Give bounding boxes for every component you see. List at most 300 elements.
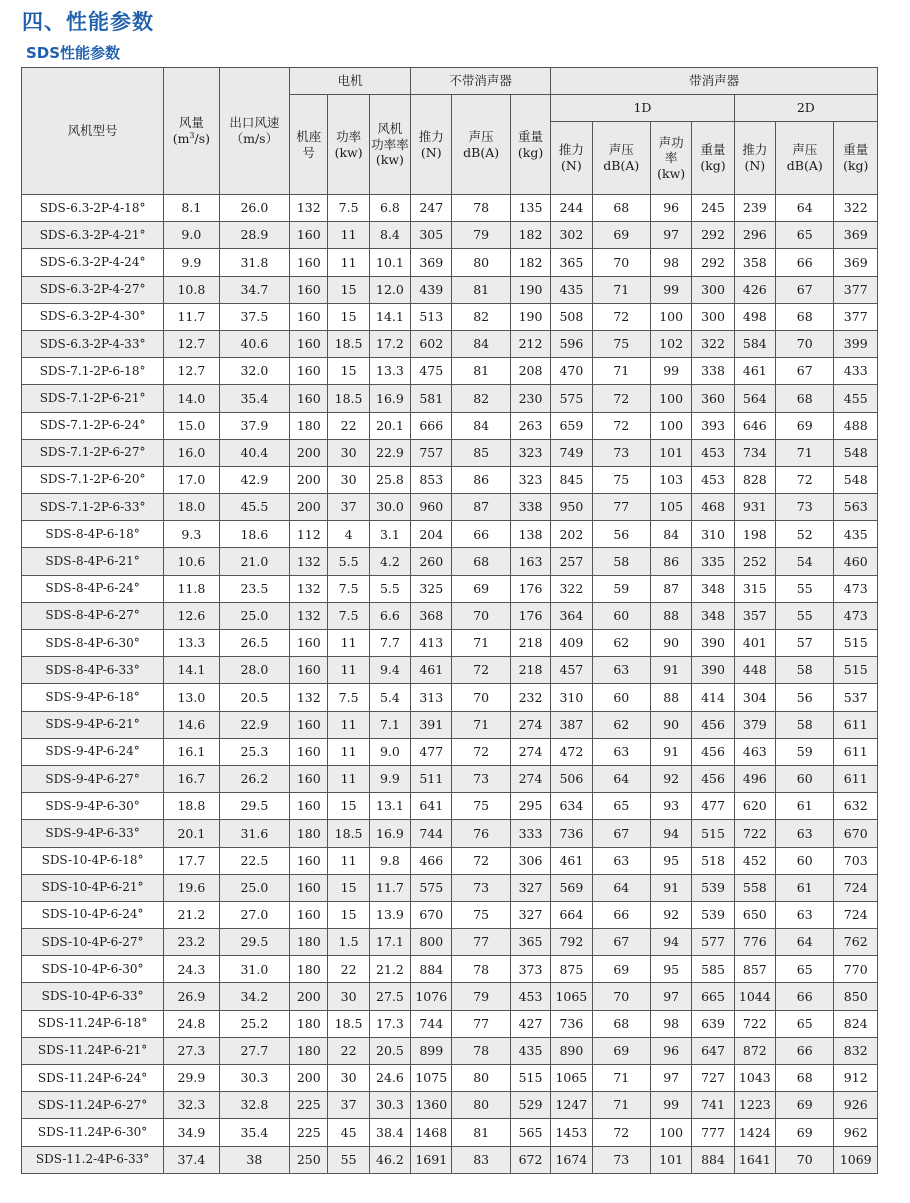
- header-2d: 2D: [734, 95, 877, 122]
- cell-2d-thrust: 498: [734, 303, 775, 330]
- cell-1d-sound-power: 91: [651, 874, 692, 901]
- cell-model: SDS-10-4P-6-27°: [22, 929, 164, 956]
- cell-model: SDS-11.24P-6-24°: [22, 1065, 164, 1092]
- cell-weight: 163: [510, 548, 550, 575]
- cell-weight: 230: [510, 385, 550, 412]
- cell-2d-thrust: 564: [734, 385, 775, 412]
- cell-2d-thrust: 463: [734, 738, 775, 765]
- table-row: [22, 793, 878, 820]
- cell-model: SDS-8-4P-6-30°: [22, 630, 164, 657]
- cell-sound: 72: [452, 847, 510, 874]
- header-with-silencer: 带消声器: [551, 68, 878, 95]
- cell-1d-sound-power: 99: [651, 276, 692, 303]
- cell-airflow: 15.0: [164, 412, 219, 439]
- header-power: 功率 (kw): [328, 95, 369, 195]
- cell-thrust: 325: [411, 575, 452, 602]
- cell-1d-sound-power: 84: [651, 521, 692, 548]
- cell-2d-weight: 473: [834, 602, 878, 629]
- cell-1d-sound-power: 94: [651, 820, 692, 847]
- cell-sound: 77: [452, 1010, 510, 1037]
- cell-airflow: 16.7: [164, 765, 219, 792]
- cell-1d-thrust: 845: [551, 466, 592, 493]
- cell-2d-thrust: 828: [734, 466, 775, 493]
- cell-2d-weight: 611: [834, 711, 878, 738]
- cell-1d-sound: 72: [592, 303, 650, 330]
- cell-1d-sound: 66: [592, 901, 650, 928]
- cell-sound: 84: [452, 330, 510, 357]
- cell-airflow: 29.9: [164, 1065, 219, 1092]
- cell-frame: 132: [290, 602, 328, 629]
- cell-1d-sound-power: 90: [651, 711, 692, 738]
- cell-airflow: 14.6: [164, 711, 219, 738]
- cell-thrust: 368: [411, 602, 452, 629]
- header-1d-weight: 重量 (kg): [692, 122, 734, 195]
- cell-sound: 75: [452, 901, 510, 928]
- cell-1d-thrust: 470: [551, 358, 592, 385]
- cell-power: 7.5: [328, 602, 369, 629]
- cell-model: SDS-9-4P-6-27°: [22, 765, 164, 792]
- cell-weight: 218: [510, 630, 550, 657]
- cell-2d-sound: 59: [776, 738, 834, 765]
- cell-thrust: 413: [411, 630, 452, 657]
- cell-1d-weight: 518: [692, 847, 734, 874]
- cell-2d-thrust: 931: [734, 494, 775, 521]
- header-airflow: 风量 $(m^3/s)$: [164, 68, 219, 195]
- cell-power: 15: [328, 874, 369, 901]
- cell-2d-weight: 563: [834, 494, 878, 521]
- cell-1d-sound: 63: [592, 657, 650, 684]
- cell-model: SDS-11.24P-6-18°: [22, 1010, 164, 1037]
- cell-power: 22: [328, 1037, 369, 1064]
- cell-thrust: 1076: [411, 983, 452, 1010]
- cell-weight: 529: [510, 1092, 550, 1119]
- cell-1d-thrust: 506: [551, 765, 592, 792]
- cell-weight: 176: [510, 575, 550, 602]
- header-1d: 1D: [551, 95, 734, 122]
- cell-1d-sound-power: 103: [651, 466, 692, 493]
- cell-power: 11: [328, 765, 369, 792]
- cell-2d-sound: 66: [776, 249, 834, 276]
- cell-2d-thrust: 646: [734, 412, 775, 439]
- cell-sound: 80: [452, 1065, 510, 1092]
- cell-outlet-speed: 34.7: [219, 276, 290, 303]
- cell-1d-thrust: 875: [551, 956, 592, 983]
- cell-2d-weight: 377: [834, 303, 878, 330]
- cell-weight: 295: [510, 793, 550, 820]
- cell-1d-weight: 393: [692, 412, 734, 439]
- cell-thrust: 641: [411, 793, 452, 820]
- cell-power: 15: [328, 276, 369, 303]
- cell-2d-weight: 515: [834, 630, 878, 657]
- cell-frame: 160: [290, 358, 328, 385]
- cell-outlet-speed: 18.6: [219, 521, 290, 548]
- cell-outlet-speed: 45.5: [219, 494, 290, 521]
- cell-1d-thrust: 257: [551, 548, 592, 575]
- table-row: [22, 548, 878, 575]
- cell-1d-sound-power: 95: [651, 956, 692, 983]
- cell-1d-weight: 453: [692, 439, 734, 466]
- cell-power: 7.5: [328, 684, 369, 711]
- table-row: [22, 303, 878, 330]
- cell-fan-power: 16.9: [369, 820, 410, 847]
- cell-power: 45: [328, 1119, 369, 1146]
- cell-1d-sound: 63: [592, 847, 650, 874]
- header-weight: 重量 (kg): [510, 95, 550, 195]
- header-1d-sound-power: 声功 率 (kw): [651, 122, 692, 195]
- cell-2d-weight: 611: [834, 765, 878, 792]
- cell-2d-weight: 488: [834, 412, 878, 439]
- cell-1d-sound: 70: [592, 249, 650, 276]
- cell-airflow: 10.6: [164, 548, 219, 575]
- cell-thrust: 439: [411, 276, 452, 303]
- cell-thrust: 581: [411, 385, 452, 412]
- cell-weight: 453: [510, 983, 550, 1010]
- cell-power: 55: [328, 1146, 369, 1173]
- cell-frame: 200: [290, 983, 328, 1010]
- cell-1d-thrust: 457: [551, 657, 592, 684]
- cell-model: SDS-7.1-2P-6-20°: [22, 466, 164, 493]
- cell-airflow: 9.3: [164, 521, 219, 548]
- cell-thrust: 960: [411, 494, 452, 521]
- cell-1d-sound-power: 95: [651, 847, 692, 874]
- cell-1d-weight: 245: [692, 195, 734, 222]
- cell-airflow: 16.0: [164, 439, 219, 466]
- cell-power: 22: [328, 956, 369, 983]
- cell-airflow: 11.8: [164, 575, 219, 602]
- cell-2d-weight: 762: [834, 929, 878, 956]
- cell-1d-weight: 639: [692, 1010, 734, 1037]
- cell-weight: 306: [510, 847, 550, 874]
- cell-1d-sound-power: 97: [651, 1065, 692, 1092]
- cell-airflow: 12.7: [164, 330, 219, 357]
- cell-sound: 77: [452, 929, 510, 956]
- cell-outlet-speed: 21.0: [219, 548, 290, 575]
- cell-1d-weight: 741: [692, 1092, 734, 1119]
- table-row: [22, 412, 878, 439]
- cell-1d-weight: 727: [692, 1065, 734, 1092]
- cell-model: SDS-10-4P-6-21°: [22, 874, 164, 901]
- cell-1d-sound: 69: [592, 222, 650, 249]
- cell-2d-sound: 68: [776, 1065, 834, 1092]
- cell-sound: 72: [452, 657, 510, 684]
- cell-frame: 200: [290, 494, 328, 521]
- cell-frame: 160: [290, 657, 328, 684]
- cell-thrust: 477: [411, 738, 452, 765]
- cell-2d-sound: 58: [776, 657, 834, 684]
- cell-frame: 112: [290, 521, 328, 548]
- cell-power: 22: [328, 412, 369, 439]
- cell-2d-thrust: 379: [734, 711, 775, 738]
- cell-2d-sound: 70: [776, 330, 834, 357]
- cell-fan-power: 25.8: [369, 466, 410, 493]
- cell-model: SDS-6.3-2P-4-18°: [22, 195, 164, 222]
- cell-2d-thrust: 1044: [734, 983, 775, 1010]
- cell-1d-thrust: 461: [551, 847, 592, 874]
- cell-1d-thrust: 749: [551, 439, 592, 466]
- cell-2d-thrust: 734: [734, 439, 775, 466]
- cell-thrust: 853: [411, 466, 452, 493]
- cell-2d-thrust: 872: [734, 1037, 775, 1064]
- cell-thrust: 670: [411, 901, 452, 928]
- performance-table: [21, 67, 878, 1174]
- cell-2d-weight: 433: [834, 358, 878, 385]
- cell-frame: 132: [290, 548, 328, 575]
- cell-airflow: 27.3: [164, 1037, 219, 1064]
- cell-outlet-speed: 34.2: [219, 983, 290, 1010]
- cell-1d-sound: 75: [592, 466, 650, 493]
- header-model: 风机型号: [22, 68, 164, 195]
- header-2d-thrust: 推力 (N): [734, 122, 775, 195]
- cell-fan-power: 7.1: [369, 711, 410, 738]
- cell-sound: 69: [452, 575, 510, 602]
- cell-model: SDS-7.1-2P-6-18°: [22, 358, 164, 385]
- cell-1d-sound-power: 96: [651, 1037, 692, 1064]
- cell-1d-sound-power: 101: [651, 439, 692, 466]
- cell-weight: 338: [510, 494, 550, 521]
- cell-1d-thrust: 950: [551, 494, 592, 521]
- cell-1d-weight: 539: [692, 874, 734, 901]
- cell-1d-weight: 414: [692, 684, 734, 711]
- cell-2d-weight: 724: [834, 901, 878, 928]
- cell-2d-thrust: 461: [734, 358, 775, 385]
- cell-weight: 182: [510, 249, 550, 276]
- cell-fan-power: 17.2: [369, 330, 410, 357]
- cell-1d-sound: 77: [592, 494, 650, 521]
- cell-airflow: 18.8: [164, 793, 219, 820]
- cell-airflow: 8.1: [164, 195, 219, 222]
- cell-2d-sound: 67: [776, 358, 834, 385]
- cell-1d-sound-power: 100: [651, 303, 692, 330]
- cell-1d-thrust: 1674: [551, 1146, 592, 1173]
- cell-thrust: 466: [411, 847, 452, 874]
- cell-1d-thrust: 1453: [551, 1119, 592, 1146]
- cell-power: 5.5: [328, 548, 369, 575]
- cell-1d-sound-power: 97: [651, 222, 692, 249]
- cell-1d-thrust: 202: [551, 521, 592, 548]
- cell-thrust: 575: [411, 874, 452, 901]
- cell-power: 7.5: [328, 575, 369, 602]
- cell-1d-thrust: 508: [551, 303, 592, 330]
- cell-power: 18.5: [328, 820, 369, 847]
- cell-model: SDS-9-4P-6-24°: [22, 738, 164, 765]
- cell-outlet-speed: 25.0: [219, 874, 290, 901]
- cell-fan-power: 3.1: [369, 521, 410, 548]
- cell-sound: 72: [452, 738, 510, 765]
- cell-sound: 68: [452, 548, 510, 575]
- cell-1d-sound-power: 92: [651, 901, 692, 928]
- cell-1d-sound-power: 100: [651, 385, 692, 412]
- cell-frame: 160: [290, 330, 328, 357]
- cell-weight: 274: [510, 738, 550, 765]
- cell-outlet-speed: 26.2: [219, 765, 290, 792]
- cell-weight: 138: [510, 521, 550, 548]
- cell-outlet-speed: 28.0: [219, 657, 290, 684]
- cell-1d-sound: 65: [592, 793, 650, 820]
- cell-sound: 70: [452, 684, 510, 711]
- cell-power: 15: [328, 793, 369, 820]
- cell-1d-sound: 73: [592, 439, 650, 466]
- cell-power: 30: [328, 439, 369, 466]
- cell-weight: 323: [510, 466, 550, 493]
- cell-thrust: 744: [411, 1010, 452, 1037]
- cell-sound: 86: [452, 466, 510, 493]
- cell-1d-sound-power: 100: [651, 412, 692, 439]
- cell-model: SDS-6.3-2P-4-24°: [22, 249, 164, 276]
- cell-thrust: 313: [411, 684, 452, 711]
- table-row: [22, 956, 878, 983]
- cell-1d-sound: 62: [592, 630, 650, 657]
- cell-model: SDS-11.2-4P-6-33°: [22, 1146, 164, 1173]
- cell-fan-power: 13.9: [369, 901, 410, 928]
- cell-outlet-speed: 32.8: [219, 1092, 290, 1119]
- cell-2d-weight: 850: [834, 983, 878, 1010]
- cell-2d-sound: 73: [776, 494, 834, 521]
- cell-1d-sound-power: 100: [651, 1119, 692, 1146]
- cell-outlet-speed: 40.6: [219, 330, 290, 357]
- cell-2d-weight: 926: [834, 1092, 878, 1119]
- cell-airflow: 11.7: [164, 303, 219, 330]
- cell-model: SDS-6.3-2P-4-33°: [22, 330, 164, 357]
- cell-outlet-speed: 35.4: [219, 385, 290, 412]
- cell-thrust: 247: [411, 195, 452, 222]
- cell-model: SDS-9-4P-6-21°: [22, 711, 164, 738]
- cell-frame: 160: [290, 711, 328, 738]
- cell-model: SDS-8-4P-6-18°: [22, 521, 164, 548]
- cell-2d-weight: 703: [834, 847, 878, 874]
- cell-power: 7.5: [328, 195, 369, 222]
- header-1d-thrust: 推力 (N): [551, 122, 592, 195]
- cell-thrust: 1691: [411, 1146, 452, 1173]
- cell-1d-thrust: 302: [551, 222, 592, 249]
- cell-weight: 232: [510, 684, 550, 711]
- cell-airflow: 17.0: [164, 466, 219, 493]
- cell-power: 15: [328, 358, 369, 385]
- table-row: [22, 1092, 878, 1119]
- cell-frame: 160: [290, 303, 328, 330]
- cell-1d-weight: 453: [692, 466, 734, 493]
- cell-2d-sound: 65: [776, 1010, 834, 1037]
- cell-1d-weight: 539: [692, 901, 734, 928]
- cell-1d-sound: 72: [592, 385, 650, 412]
- table-body: [22, 195, 878, 1174]
- cell-2d-sound: 58: [776, 711, 834, 738]
- cell-2d-sound: 61: [776, 874, 834, 901]
- cell-1d-sound-power: 91: [651, 657, 692, 684]
- cell-fan-power: 9.9: [369, 765, 410, 792]
- cell-weight: 176: [510, 602, 550, 629]
- cell-1d-thrust: 244: [551, 195, 592, 222]
- table-row: [22, 521, 878, 548]
- cell-1d-weight: 456: [692, 738, 734, 765]
- cell-1d-thrust: 1065: [551, 1065, 592, 1092]
- cell-1d-thrust: 736: [551, 820, 592, 847]
- cell-2d-weight: 473: [834, 575, 878, 602]
- cell-1d-sound: 71: [592, 1092, 650, 1119]
- cell-thrust: 602: [411, 330, 452, 357]
- cell-1d-weight: 322: [692, 330, 734, 357]
- cell-model: SDS-6.3-2P-4-30°: [22, 303, 164, 330]
- cell-sound: 75: [452, 793, 510, 820]
- cell-power: 11: [328, 657, 369, 684]
- cell-1d-thrust: 310: [551, 684, 592, 711]
- cell-1d-sound: 68: [592, 1010, 650, 1037]
- cell-1d-sound: 71: [592, 276, 650, 303]
- cell-1d-sound-power: 90: [651, 630, 692, 657]
- cell-outlet-speed: 20.5: [219, 684, 290, 711]
- cell-1d-sound: 67: [592, 820, 650, 847]
- cell-2d-thrust: 357: [734, 602, 775, 629]
- cell-1d-thrust: 322: [551, 575, 592, 602]
- cell-outlet-speed: 31.0: [219, 956, 290, 983]
- cell-1d-sound-power: 105: [651, 494, 692, 521]
- cell-1d-sound-power: 91: [651, 738, 692, 765]
- cell-weight: 435: [510, 1037, 550, 1064]
- cell-sound: 83: [452, 1146, 510, 1173]
- cell-sound: 70: [452, 602, 510, 629]
- table-row: [22, 1119, 878, 1146]
- cell-1d-sound-power: 99: [651, 1092, 692, 1119]
- cell-2d-sound: 66: [776, 1037, 834, 1064]
- cell-fan-power: 21.2: [369, 956, 410, 983]
- cell-2d-thrust: 452: [734, 847, 775, 874]
- cell-1d-sound: 72: [592, 1119, 650, 1146]
- cell-power: 11: [328, 847, 369, 874]
- cell-2d-sound: 63: [776, 901, 834, 928]
- cell-1d-sound-power: 98: [651, 249, 692, 276]
- cell-fan-power: 9.4: [369, 657, 410, 684]
- cell-frame: 160: [290, 793, 328, 820]
- cell-2d-thrust: 304: [734, 684, 775, 711]
- cell-2d-weight: 724: [834, 874, 878, 901]
- cell-1d-sound: 67: [592, 929, 650, 956]
- cell-sound: 80: [452, 1092, 510, 1119]
- cell-fan-power: 9.8: [369, 847, 410, 874]
- cell-airflow: 9.9: [164, 249, 219, 276]
- cell-1d-weight: 585: [692, 956, 734, 983]
- cell-fan-power: 11.7: [369, 874, 410, 901]
- cell-1d-thrust: 1065: [551, 983, 592, 1010]
- table-row: [22, 929, 878, 956]
- cell-2d-weight: 611: [834, 738, 878, 765]
- table-row: [22, 195, 878, 222]
- cell-2d-weight: 824: [834, 1010, 878, 1037]
- cell-2d-sound: 64: [776, 195, 834, 222]
- cell-sound: 81: [452, 276, 510, 303]
- cell-fan-power: 5.4: [369, 684, 410, 711]
- table-row: [22, 358, 878, 385]
- table-row: [22, 466, 878, 493]
- cell-model: SDS-11.24P-6-27°: [22, 1092, 164, 1119]
- cell-1d-weight: 348: [692, 575, 734, 602]
- cell-airflow: 24.8: [164, 1010, 219, 1037]
- cell-1d-weight: 300: [692, 276, 734, 303]
- cell-1d-weight: 777: [692, 1119, 734, 1146]
- cell-model: SDS-10-4P-6-30°: [22, 956, 164, 983]
- cell-frame: 225: [290, 1092, 328, 1119]
- cell-frame: 160: [290, 765, 328, 792]
- cell-1d-thrust: 596: [551, 330, 592, 357]
- cell-power: 30: [328, 983, 369, 1010]
- cell-2d-sound: 63: [776, 820, 834, 847]
- table-row: [22, 1146, 878, 1173]
- cell-1d-sound: 58: [592, 548, 650, 575]
- cell-2d-thrust: 1424: [734, 1119, 775, 1146]
- cell-1d-weight: 468: [692, 494, 734, 521]
- cell-sound: 73: [452, 874, 510, 901]
- cell-fan-power: 5.5: [369, 575, 410, 602]
- cell-2d-sound: 55: [776, 602, 834, 629]
- cell-1d-thrust: 664: [551, 901, 592, 928]
